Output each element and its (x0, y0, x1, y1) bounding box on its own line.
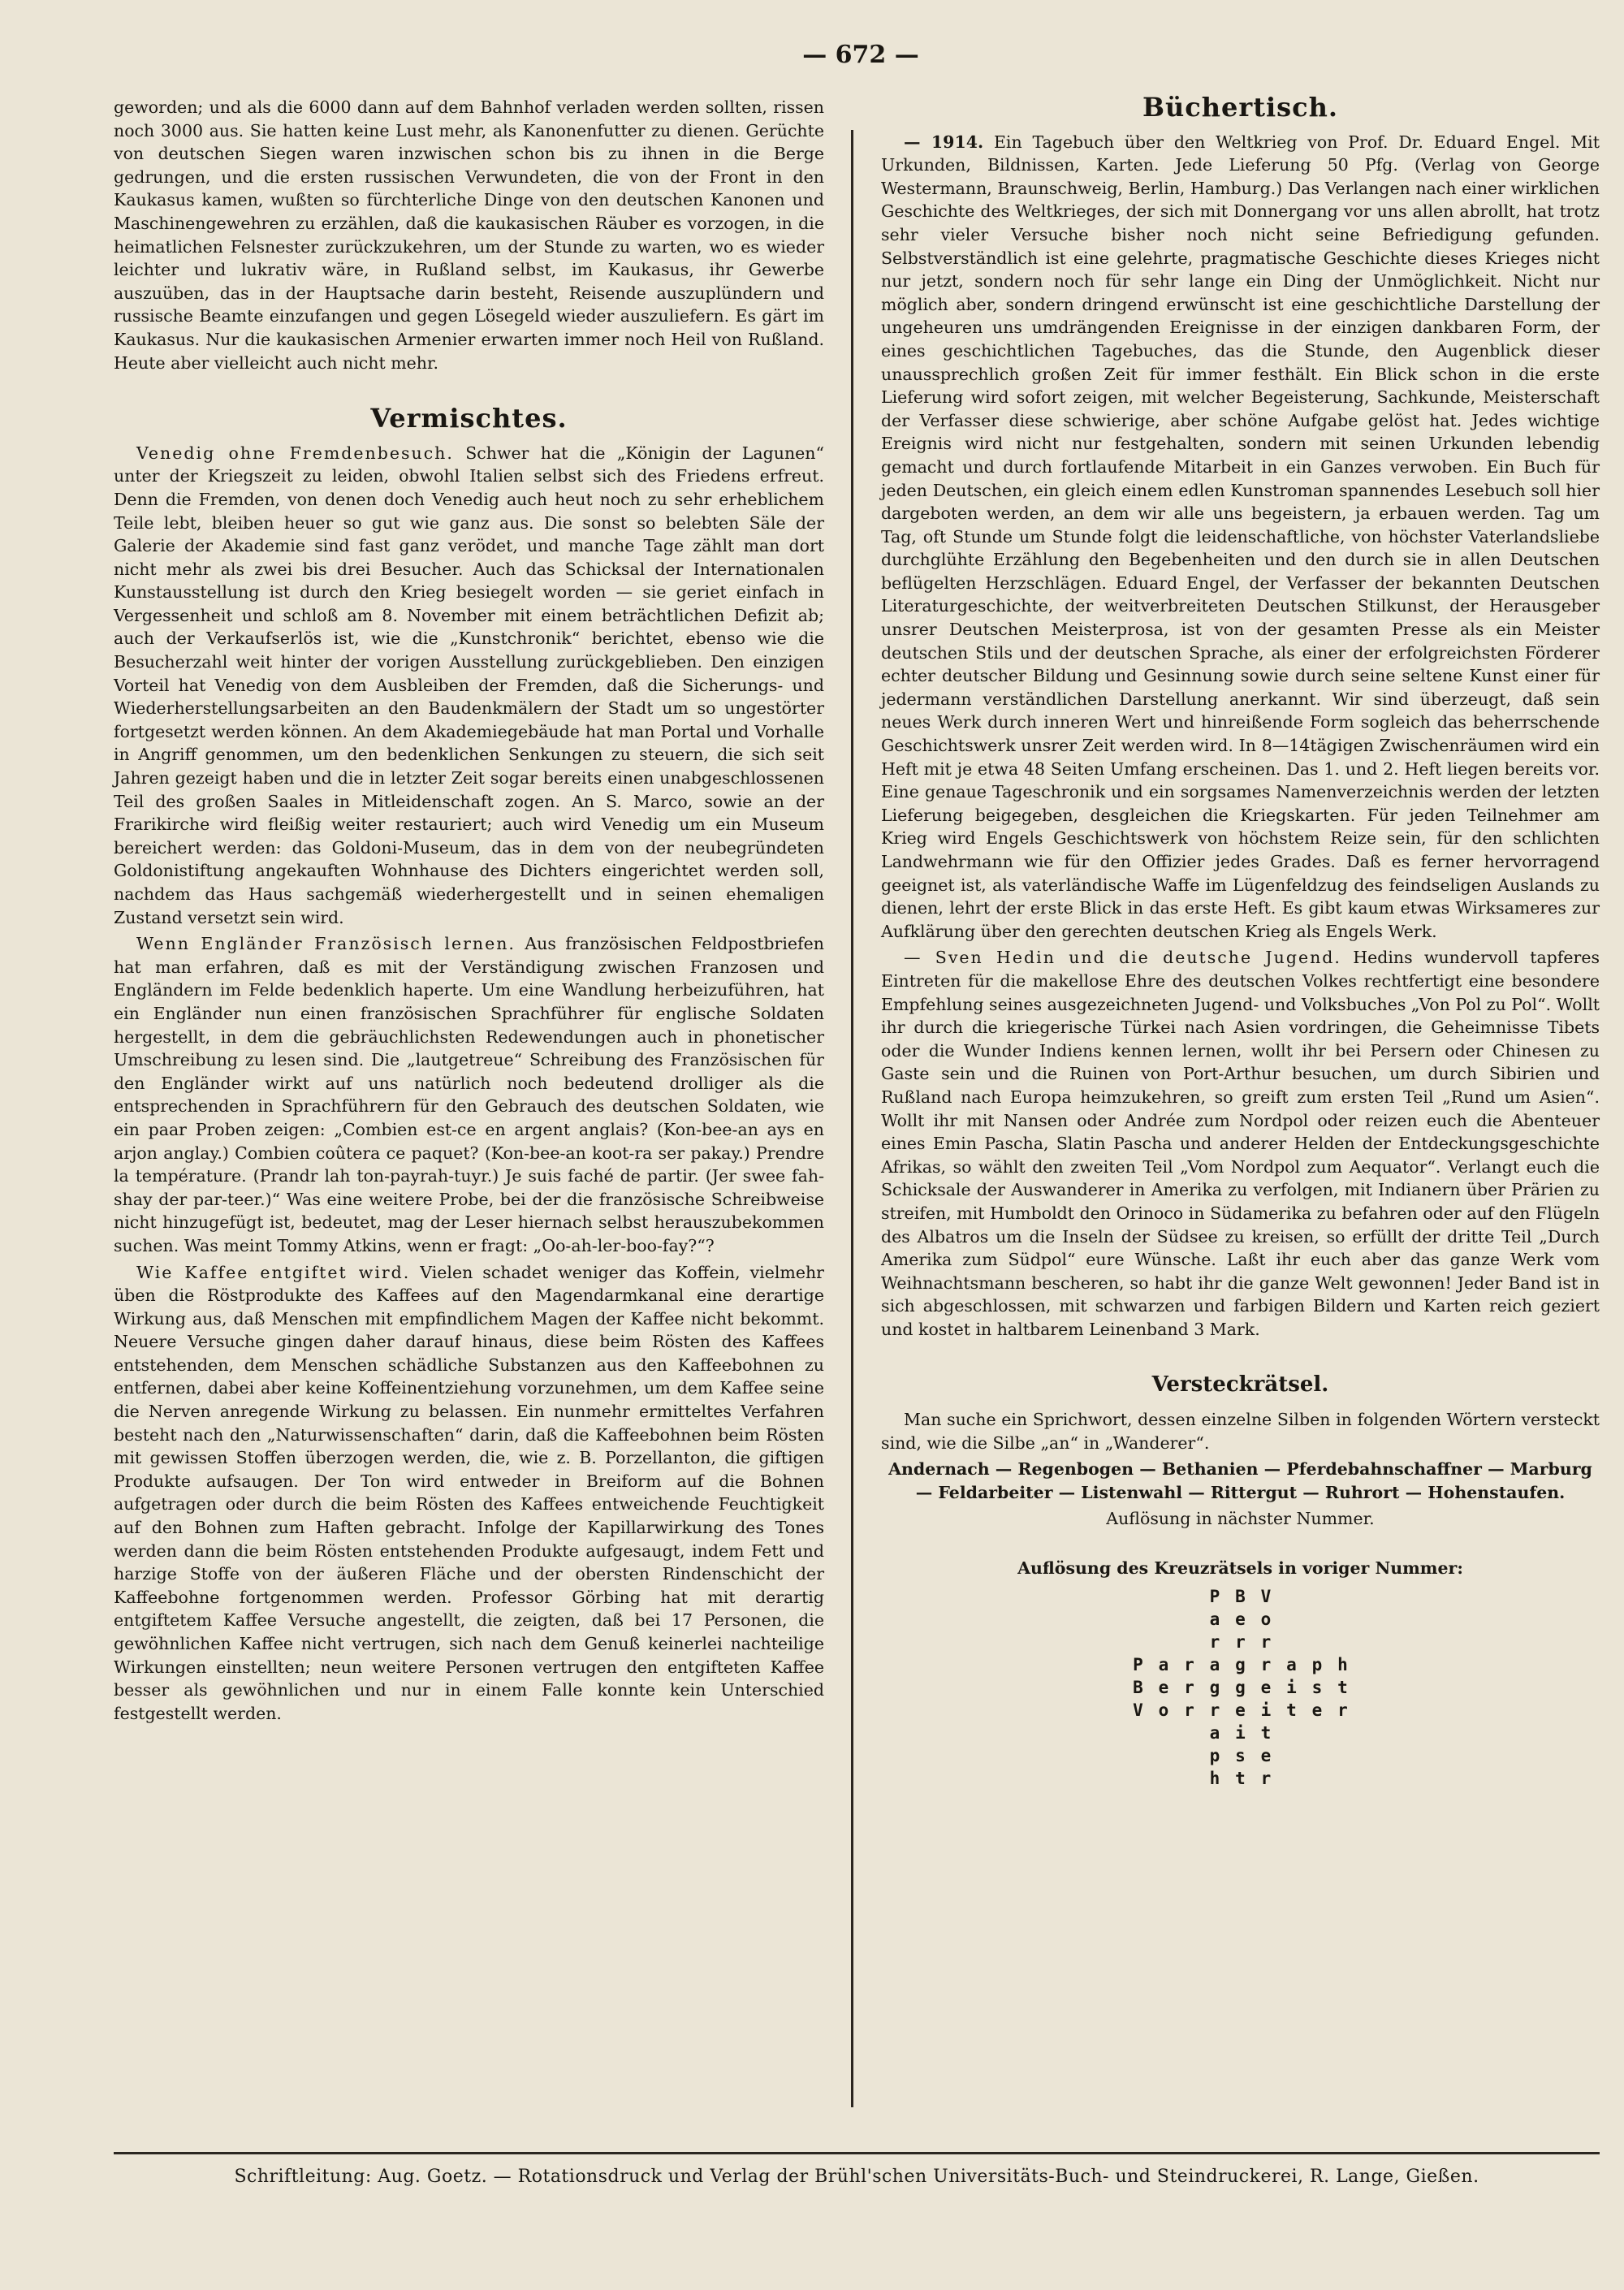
solution-grid-cell (1332, 1744, 1354, 1767)
solution-grid-row (1127, 1653, 1354, 1676)
solution-grid-cell: e (1235, 1700, 1246, 1720)
solution-grid-cell (1127, 1608, 1150, 1631)
solution-grid-cell: p (1209, 1745, 1220, 1765)
solution-grid-cell (1306, 1722, 1328, 1744)
solution-grid-cell: B (1235, 1586, 1246, 1606)
solution-grid-cell (1152, 1744, 1175, 1767)
article-englaender (114, 932, 824, 1257)
solution-grid-cell: V (1260, 1586, 1272, 1606)
article-venedig (114, 442, 824, 929)
section-heading-vermischtes: Vermischtes. (370, 403, 568, 434)
solution-grid-cell (1152, 1585, 1175, 1608)
solution-grid-cell (1178, 1767, 1201, 1790)
solution-grid-cell: e (1158, 1677, 1169, 1697)
solution-grid-cell: e (1311, 1700, 1323, 1720)
left-column (114, 96, 824, 1728)
article-text: Vielen schadet weniger das Koffein, vielmehr üben die Röstprodukte des Kaffees auf den Magendarmkanal eine derartige Wirkung aus, daß Menschen mit empfindlichem Magen der Kaffee nicht bekommt. Neuere Versuche gingen daher darauf hinaus, diese beim Rösten des Kaffees entstehenden, dem Menschen schädliche Substanzen aus den Kaffeebohnen zu entfernen, dabei aber keine Koffeinentziehung vorzunehmen, um dem Kaffee seine die Nerven anregende Wirkung zu belassen. Ein nunmehr ermitteltes Verfahren besteht nach den „Naturwissenschaften“ darin, daß die Kaffeebohnen beim Rösten mit gewissen Stoffen überzogen werden, die, wie z. B. Porzellanton, die giftigen Produkte aufsaugen. Der Ton wird entweder in Breiform auf die Bohnen aufgetragen oder durch die beim Rösten des Kaffees entweichende Feuchtigkeit auf den Bohnen zum Haften gebracht. Infolge der Kapillarwirkung des Tones werden dann die beim Rösten entstehenden Produkte aufgesaugt, indem Fett und harzige Stoffe von der äußeren Fläche und der obersten Rindenschicht der Kaffeebohne fortgenommen werden. Professor Görbing hat mit derartig entgiftetem Kaffee Versuche angestellt, die zeigten, daß bei 17 Personen, die gewöhnlichen Kaffee nicht vertrugen, sich nach dem Genuß keinerlei nachteilige Wirkungen einstellten; neun weitere Personen vertrugen den entgifteten Kaffee besser als gewöhnlichen und nur in einem Falle konnte kein Unterschied festgestellt werden. (114, 1262, 824, 1723)
solution-grid-cell (1127, 1744, 1150, 1767)
solution-grid-cell (1306, 1608, 1328, 1631)
solution-grid-cell (1332, 1585, 1354, 1608)
solution-grid-row (1127, 1631, 1354, 1653)
solution-grid-cell: P (1133, 1654, 1143, 1674)
solution-grid-cell: a (1158, 1654, 1169, 1674)
solution-grid-cell: r (1260, 1654, 1272, 1674)
solution-grid-cell (1127, 1585, 1150, 1608)
solution-grid-cell (1281, 1585, 1303, 1608)
solution-grid-cell (1178, 1744, 1201, 1767)
solution-grid-row (1127, 1767, 1354, 1790)
solution-grid-cell: B (1133, 1677, 1143, 1697)
solution-grid-cell (1281, 1608, 1303, 1631)
solution-grid-cell: a (1209, 1654, 1220, 1674)
solution-grid-cell (1306, 1767, 1328, 1790)
solution-grid-cell (1281, 1744, 1303, 1767)
solution-grid-cell: e (1235, 1609, 1246, 1629)
solution-grid-cell: h (1209, 1768, 1220, 1788)
solution-grid-row (1127, 1722, 1354, 1744)
solution-grid-cell (1152, 1722, 1175, 1744)
review-sven-hedin (881, 946, 1600, 1341)
solution-grid-cell: r (1184, 1654, 1194, 1674)
solution-grid-cell: r (1337, 1700, 1348, 1720)
review-text: Ein Tagebuch über den Weltkrieg von Prof. Dr. Eduard Engel. Mit Urkunden, Bildnissen, Karten. Jede Lieferung 50 Pfg. (Verlag von George Westermann, Braunschweig, Berlin, Hamburg.) Das Verlangen nach einer wirklichen Geschichte des Weltkrieges, der sich mit Donnergang vor uns allen abrollt, hat trotz sehr vieler Versuche bisher noch nicht seine Befriedigung gefunden. Selbstverständlich ist eine gelehrte, pragmatische Geschichte dieses Krieges nicht nur jetzt, sondern noch für sehr lange ein Ding der Unmöglichkeit. Nicht nur möglich aber, sondern dringend erwünscht ist eine geschichtliche Darstellung der ungeheuren uns umdrängenden Ereignisse in der einzigen dankbaren Form, der eines geschichtlichen Tagebuches, das die Stunde, den Augenblick dieser unaussprechlich großen Zeit für immer festhält. Ein Blick schon in die erste Lieferung wird sofort zeigen, mit welcher Begeisterung, Sachkunde, Meisterschaft der Verfasser diese schwierige, aber schöne Aufgabe gelöst hat. Jedes wichtige Ereignis wird nicht nur festgehalten, sondern mit seinen Urkunden lebendig gemacht und durch fortlaufende Mitarbeit in ein Ganzes verwoben. Ein Buch für jeden Deutschen, ein gleich einem edlen Kunstroman spannendes Lesebuch soll hier dargeboten werden, an dem wir alle uns begeistern, ja erbauen werden. Tag um Tag, oft Stunde um Stunde folgt die leidenschaftliche, von höchster Vaterlandsliebe durchglühte Erzählung den Begebenheiten und den durch sie in allen Deutschen beflügelten Herzschlägen. Eduard Engel, der Verfasser der bekannten Deutschen Literaturgeschichte, der weitverbreiteten Deutschen Stilkunst, der Herausgeber unsrer Deutschen Meisterprosa, ist von der gesamten Presse als ein Meister deutschen Stils und der deutschen Sprache, als einer der erfolgreichsten Förderer echter deutscher Bildung und Gesinnung sowie durch seine seltene Kunst einer für jedermann verständlichen Darstellung anerkannt. Wir sind überzeugt, daß sein neues Werk durch inneren Wert und hinreißende Form sogleich das beherrschende Geschichtswerk unsrer Zeit werden wird. In 8—14tägigen Zwischenräumen wird ein Heft mit je etwa 48 Seiten Umfang erscheinen. Das 1. und 2. Heft liegen bereits vor. Eine genaue Tageschronik und ein sorgsames Namenverzeichnis werden der letzten Lieferung beigegeben, desgleichen die Kriegskarten. Für jeden Teilnehmer am Krieg wird Engels Geschichtswerk von höchstem Reize sein, für den schlichten Landwehrmann wie für den Offizier jedes Grades. Daß es ferner hervorragend geeignet ist, als vaterländische Waffe im Lügenfeldzug des feindseligen Auslands zu dienen, lehrt der erste Blick in das erste Heft. Es gibt kaum etwas Wirksameres zur Aufklärung über den gerechten deutschen Krieg als Engels Werk. (881, 132, 1600, 941)
solution-grid-cell (1152, 1767, 1175, 1790)
solution-grid-cell (1178, 1631, 1201, 1653)
article-continuation: geworden; und als die 6000 dann auf dem Bahnhof verladen werden sollten, rissen noch 3000 aus. Sie hatten keine Lust mehr, als Kanonenfutter zu dienen. Gerüchte von deutschen Siegen waren inzwischen schon bis zu ihnen in die Berge gedrungen, und die ersten russischen Verwundeten, die von der Front in den Kaukasus kamen, wußten so fürchterliche Dinge von den deutschen Kanonen und Maschinengewehren zu erzählen, daß die kaukasischen Räuber es vorzogen, in die heimatlichen Felsnester zurückzukehren, um der Stunde zu warten, wo es wieder leichter und lukrativ wäre, in Rußland selbst, im Kaukasus, ihr Gewerbe auszuüben, das in der Hauptsache darin besteht, Reisende auszuplündern und russische Beamte einzufangen und gegen Lösegeld wieder auszuliefern. Es gärt im Kaukasus. Nur die kaukasischen Armenier erwarten immer noch Heil von Rußland. Heute aber vielleicht auch nicht mehr. (114, 97, 824, 373)
solution-grid-cell (1127, 1631, 1150, 1653)
section-heading-buechertisch: Büchertisch. (1142, 92, 1339, 123)
solution-grid-cell (1332, 1722, 1354, 1744)
solution-grid-row (1127, 1608, 1354, 1631)
solution-grid-cell (1127, 1767, 1150, 1790)
solution-grid-cell: r (1260, 1631, 1272, 1652)
solution-grid-cell (1306, 1585, 1328, 1608)
solution-grid-cell: t (1235, 1768, 1246, 1788)
solution-grid-cell: P (1209, 1586, 1220, 1606)
solution-grid-cell: g (1209, 1677, 1220, 1697)
solution-grid-row (1127, 1699, 1354, 1722)
solution-grid-cell: o (1158, 1700, 1169, 1720)
article-text: Schwer hat die „Königin der Lagunen“ unter der Kriegszeit zu leiden, obwohl Italien selbst sich des Friedens erfreut. Denn die Fremden, von denen doch Venedig auch heut noch zu sehr erheblichem Teile lebt, bleiben heuer so gut wie ganz aus. Die sonst so belebten Säle der Galerie der Akademie sind fast ganz verödet, und manche Tage zählt man dort nicht mehr als zwei bis drei Besucher. Auch das Schicksal der Internationalen Kunstausstellung ist durch den Krieg besiegelt worden — sie geriet einfach in Vergessenheit und schloß am 8. November mit einem beträchtlichen Defizit ab; auch der Verkaufserlös ist, wie die „Kunstchronik“ berichtet, ebenso wie die Besucherzahl weit hinter der vorigen Ausstellung zurückgeblieben. Den einzigen Vorteil hat Venedig von dem Ausbleiben der Fremden, daß die Sicherungs- und Wiederherstellungsarbeiten an den Baudenkmälern der Stadt um so ungestörter fortgesetzt werden können. An dem Akademiegebäude hat man Portal und Vorhalle in Angriff genommen, um den bedenklichen Senkungen zu steuern, die sich seit Jahren gezeigt haben und die in letzter Zeit sogar bereits einen unabgeschlossenen Teil des großen Saales in Mitleidenschaft zogen. An S. Marco, sowie an der Frarikirche wird fleißig weiter restauriert; auch wird Venedig um ein Museum bereichert werden: das Goldoni-Museum, das in dem von der neubegründeten Goldonistiftung angekauften Wohnhause des Dichters eingerichtet werden soll, nachdem das Haus sachgemäß wiederhergestellt und in seinen ehemaligen Zustand versetzt sein wird. (114, 443, 824, 927)
solution-grid-cell: V (1133, 1700, 1143, 1720)
footer-rule (114, 2152, 1600, 2154)
solution-grid-cell (1127, 1722, 1150, 1744)
solution-grid-cell: i (1286, 1677, 1297, 1697)
solution-grid-cell (1178, 1722, 1201, 1744)
solution-grid-cell (1306, 1631, 1328, 1653)
review-title: — Sven Hedin und die deutsche Jugend. (904, 948, 1341, 968)
solution-grid-cell: g (1235, 1677, 1246, 1697)
solution-grid-cell: r (1184, 1677, 1194, 1697)
page-number: — 672 — (802, 41, 919, 69)
review-title: — 1914. (904, 132, 984, 152)
solution-grid-cell (1281, 1767, 1303, 1790)
solution-grid-cell (1332, 1608, 1354, 1631)
puzzle-words: Andernach — Regenbogen — Bethanien — Pferdebahnschaffner — Marburg — Feldarbeiter — Listenwahl — Rittergut — Ruhrort — Hohenstaufen. (888, 1459, 1592, 1502)
solution-grid-cell (1332, 1631, 1354, 1653)
article-title: Wie Kaffee entgiftet wird. (136, 1262, 411, 1282)
solution-grid-cell (1152, 1608, 1175, 1631)
puzzle-intro: Man suche ein Sprichwort, dessen einzelne Silben in folgenden Wörtern versteckt sind, wie die Silbe „an“ in „Wanderer“. (881, 1410, 1600, 1453)
solution-grid-cell: t (1286, 1700, 1297, 1720)
solution-grid-cell (1306, 1744, 1328, 1767)
right-column (881, 92, 1600, 1790)
solution-grid-cell: s (1311, 1677, 1323, 1697)
solution-grid-cell: i (1235, 1722, 1246, 1743)
solution-grid-cell (1152, 1631, 1175, 1653)
article-title: Wenn Engländer Französisch lernen. (136, 934, 516, 954)
puzzle-heading: Versteckrätsel. (1151, 1372, 1329, 1398)
solution-grid-cell: r (1260, 1768, 1272, 1788)
solution-grid-cell: r (1209, 1631, 1220, 1652)
solution-grid-cell: r (1209, 1700, 1220, 1720)
solution-grid-cell: a (1209, 1609, 1220, 1629)
solution-grid-row (1127, 1744, 1354, 1767)
solution-grid (1127, 1585, 1354, 1790)
solution-grid-cell (1178, 1585, 1201, 1608)
solution-grid-cell: s (1235, 1745, 1246, 1765)
article-kaffee (114, 1261, 824, 1726)
article-title: Venedig ohne Fremdenbesuch. (136, 443, 454, 463)
solution-grid-cell: t (1260, 1722, 1272, 1743)
solution-grid-cell (1281, 1722, 1303, 1744)
solution-grid-cell: p (1311, 1654, 1323, 1674)
solution-title: Auflösung des Kreuzrätsels in voriger Nummer: (1017, 1558, 1463, 1579)
solution-grid-cell (1332, 1767, 1354, 1790)
solution-grid-cell: a (1209, 1722, 1220, 1743)
solution-grid-cell: i (1260, 1700, 1272, 1720)
solution-grid-cell: e (1260, 1677, 1272, 1697)
solution-grid-cell: o (1260, 1609, 1272, 1629)
solution-grid-row (1127, 1676, 1354, 1699)
solution-grid-cell (1178, 1608, 1201, 1631)
solution-grid-cell: g (1235, 1654, 1246, 1674)
review-text: Hedins wundervoll tapferes Eintreten für die makellose Ehre des deutschen Volkes rechtfertigt eine besondere Empfehlung seines ausgezeichneten Jugend- und Volksbuches „Von Pol zu Pol“. Wollt ihr durch die kriegerische Türkei nach Asien vordringen, die Geheimnisse Tibets oder die Wunder Indiens kennen lernen, wollt ihr bei Persern oder Chinesen zu Gaste sein und die Ruinen von Port-Arthur besuchen, um durch Sibirien und Rußland nach Europa heimzukehren, so greift zum ersten Teil „Rund um Asien“. Wollt ihr mit Nansen oder Andrée zum Nordpol oder reizen euch die Abenteuer eines Emin Pascha, Slatin Pascha und anderer Helden der Entdeckungsgeschichte Afrikas, so wählt den zweiten Teil „Vom Nordpol zum Aequator“. Verlangt euch die Schicksale der Auswanderer in Amerika zu verfolgen, mit Indianern über Prärien zu streifen, mit Humboldt den Orinoco in Südamerika zu befahren oder auf den Flügeln des Albatros um die Inseln der Südsee zu kreisen, so erfüllt der dritte Teil „Durch Amerika zum Südpol“ eure Wünsche. Laßt ihr euch aber das ganze Werk vom Weihnachtsmann bescheren, so habt ihr die ganze Welt gewonnen! Jeder Band ist in sich abgeschlossen, mit schwarzen und farbigen Bildern und Karten reich geziert und kostet in haltbarem Leinenband 3 Mark. (881, 948, 1600, 1339)
review-1914 (881, 131, 1600, 944)
solution-grid-cell: e (1260, 1745, 1272, 1765)
solution-grid-cell: r (1184, 1700, 1194, 1720)
solution-grid-cell: r (1235, 1631, 1246, 1652)
column-divider (851, 130, 853, 2107)
solution-grid-cell: t (1337, 1677, 1348, 1697)
solution-grid-cell: a (1286, 1654, 1297, 1674)
solution-grid-cell (1281, 1631, 1303, 1653)
article-text: Aus französischen Feldpostbriefen hat man erfahren, daß es mit der Verständigung zwischen Franzosen und Engländern im Felde bedenklich haperte. Um eine Wandlung herbeizuführen, hat ein Engländer nun einen französischen Sprachführer für englische Soldaten hergestellt, in dem die gebräuchlichsten Redewendungen auch in phonetischer Umschreibung zu lesen sind. Die „lautgetreue“ Schreibung des Französischen für den Engländer wirkt auf uns natürlich noch bedeutend drolliger als die entsprechenden in Sprachführern für den Gebrauch des deutschen Soldaten, wie ein paar Proben zeigen: „Combien est-ce en argent anglais? (Kon-bee-an ays en arjon anglay.) Combien coûtera ce paquet? (Kon-bee-an koot-ra ser pakay.) Prendre la température. (Prandr lah ton-payrah-tuyr.) Je suis faché de partir. (Jer swee fah-shay der par-teer.)“ Was eine weitere Probe, bei der die französische Schreibweise nicht hinzugefügt ist, bedeutet, mag der Leser hiernach selbst herauszubekommen suchen. Was meint Tommy Atkins, wenn er fragt: „Oo-ah-ler-boo-fay?“? (114, 934, 824, 1255)
puzzle-note: Auflösung in nächster Nummer. (1106, 1509, 1375, 1529)
solution-grid-cell: h (1337, 1654, 1348, 1674)
solution-grid-row (1127, 1585, 1354, 1608)
imprint-footer: Schriftleitung: Aug. Goetz. — Rotationsdruck und Verlag der Brühl'schen Universitäts-Buch- und Steindruckerei, R. Lange, Gießen. (234, 2167, 1479, 2187)
